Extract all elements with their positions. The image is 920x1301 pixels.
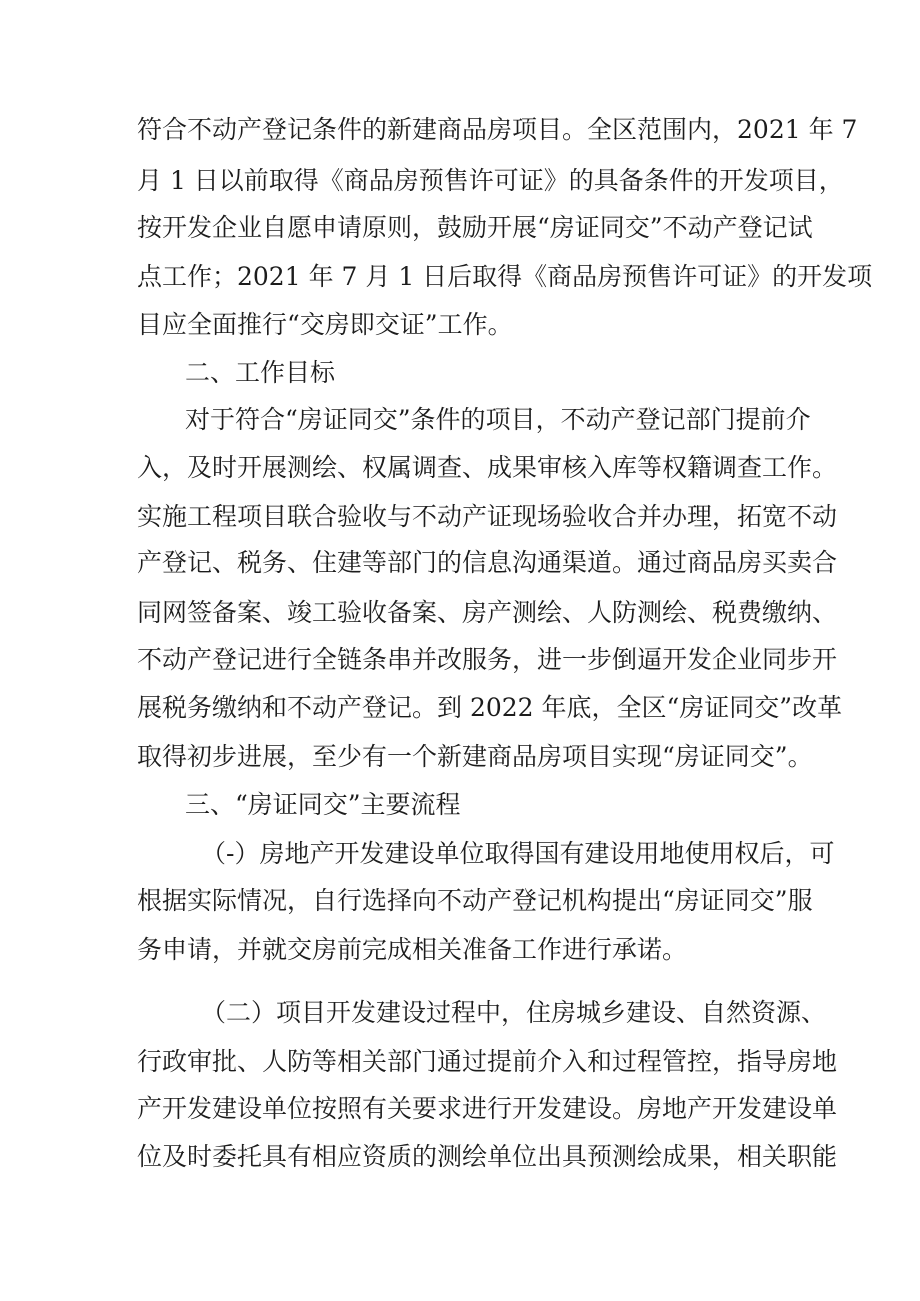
text-line: 产登记、税务、住建等部门的信息沟通渠道。通过商品房买卖合: [137, 548, 838, 577]
text-line: 实施工程项目联合验收与不动产证现场验收合并办理，拓宽不动: [137, 502, 838, 531]
text-line: 月 1 日以前取得《商品房预售许可证》的具备条件的开发项目，: [137, 166, 844, 195]
text-line: （二）项目开发建设过程中，住房城乡建设、自然资源、: [201, 998, 827, 1027]
text-line: 务申请，并就交房前完成相关准备工作进行承诺。: [137, 935, 688, 964]
section-heading: 二、工作目标: [185, 358, 336, 387]
text-line: 展税务缴纳和不动产登记。到 2022 年底，全区“房证同交”改革: [137, 693, 843, 722]
text-line: 入，及时开展测绘、权属调查、成果审核入库等权籍调查工作。: [137, 453, 838, 482]
section-heading: 三、“房证同交”主要流程: [185, 790, 461, 819]
text-line: 按开发企业自愿申请原则，鼓励开展“房证同交”不动产登记试: [137, 213, 813, 242]
text-line: （-）房地产开发建设单位取得国有建设用地使用权后，可: [201, 839, 835, 868]
text-line: 符合不动产登记条件的新建商品房项目。全区范围内，2021 年 7: [137, 115, 858, 144]
text-line: 根据实际情况，自行选择向不动产登记机构提出“房证同交”服: [137, 886, 813, 915]
text-line: 行政审批、人防等相关部门通过提前介入和过程管控，指导房地: [137, 1047, 838, 1076]
text-line: 对于符合“房证同交”条件的项目，不动产登记部门提前介: [185, 405, 811, 434]
text-line: 产开发建设单位按照有关要求进行开发建设。房地产开发建设单: [137, 1094, 838, 1123]
text-line: 同网签备案、竣工验收备案、房产测绘、人防测绘、税费缴纳、: [137, 598, 838, 627]
text-line: 取得初步进展，至少有一个新建商品房项目实现“房证同交”。: [137, 742, 813, 771]
text-line: 位及时委托具有相应资质的测绘单位出具预测绘成果，相关职能: [137, 1142, 838, 1171]
text-line: 不动产登记进行全链条串并改服务，进一步倒逼开发企业同步开: [137, 645, 838, 674]
text-line: 目应全面推行“交房即交证”工作。: [137, 310, 513, 339]
text-line: 点工作；2021 年 7 月 1 日后取得《商品房预售许可证》的开发项: [137, 262, 873, 291]
